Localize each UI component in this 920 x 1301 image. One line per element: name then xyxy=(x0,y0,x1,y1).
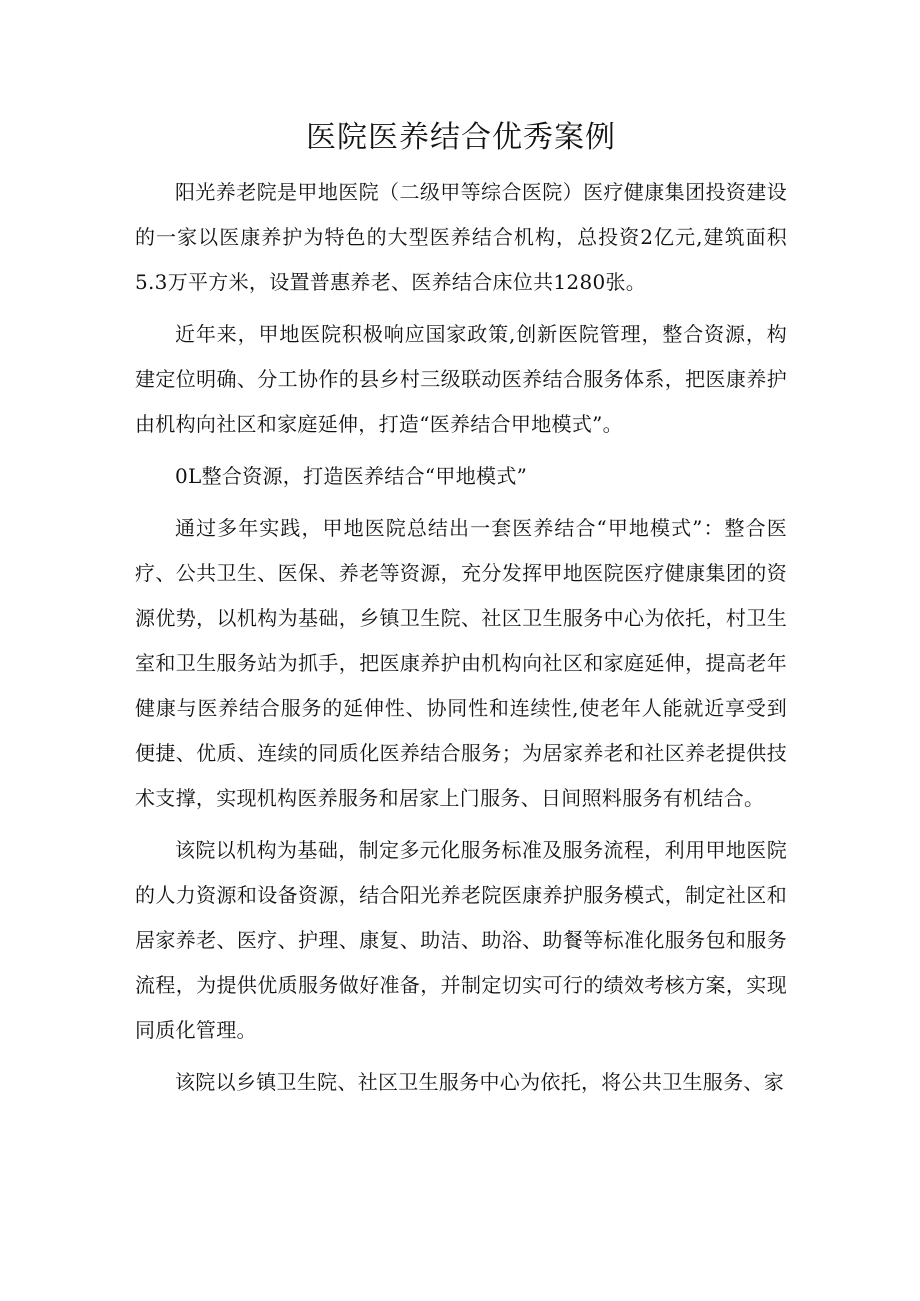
document-title: 医院医养结合优秀案例 xyxy=(306,120,616,155)
document-page xyxy=(135,118,787,1112)
paragraph-township: 该院以乡镇卫生院、社区卫生服务中心为依托，将公共卫生服务、家 xyxy=(175,1070,784,1094)
paragraph-model: 通过多年实践，甲地医院总结出一套医养结合“甲地模式”：整合医疗、公共卫生、医保、养老等资源，充分发挥甲地医院医疗健康集团的资源优势，以机构为基础，乡镇卫生院、社区卫生服务中心为依托，村卫生室和卫生服务站为抓手，把医康养护由机构向社区和家庭延伸，提高老年健康与医养结合服务的延伸性、协同性和连续性,使老年人能就近享受到便捷、优质、连续的同质化医养结合服务；为居家养老和社区养老提供技术支撑，实现机构医养服务和居家上门服务、日间照料服务有机结合。 xyxy=(135,516,787,810)
paragraph-standards: 该院以机构为基础，制定多元化服务标准及服务流程，利用甲地医院的人力资源和设备资源，结合阳光养老院医康养护服务模式，制定社区和居家养老、医疗、护理、康复、助洁、助浴、助餐等标准化服务包和服务流程，为提供优质服务做好准备，并制定切实可行的绩效考核方案，实现同质化管理。 xyxy=(135,838,787,1042)
section-heading-integrate-resources: 0L整合资源，打造医养结合“甲地模式” xyxy=(175,464,528,488)
paragraph-intro: 阳光养老院是甲地医院（二级甲等综合医院）医疗健康集团投资建设的一家以医康养护为特色的大型医养结合机构，总投资2亿元,建筑面积5.3万平方米，设置普惠养老、医养结合床位共1280张。 xyxy=(135,180,787,294)
paragraph-background: 近年来，甲地医院积极响应国家政策,创新医院管理，整合资源，构建定位明确、分工协作的县乡村三级联动医养结合服务体系，把医康养护由机构向社区和家庭延伸，打造“医养结合甲地模式”。 xyxy=(135,322,787,436)
